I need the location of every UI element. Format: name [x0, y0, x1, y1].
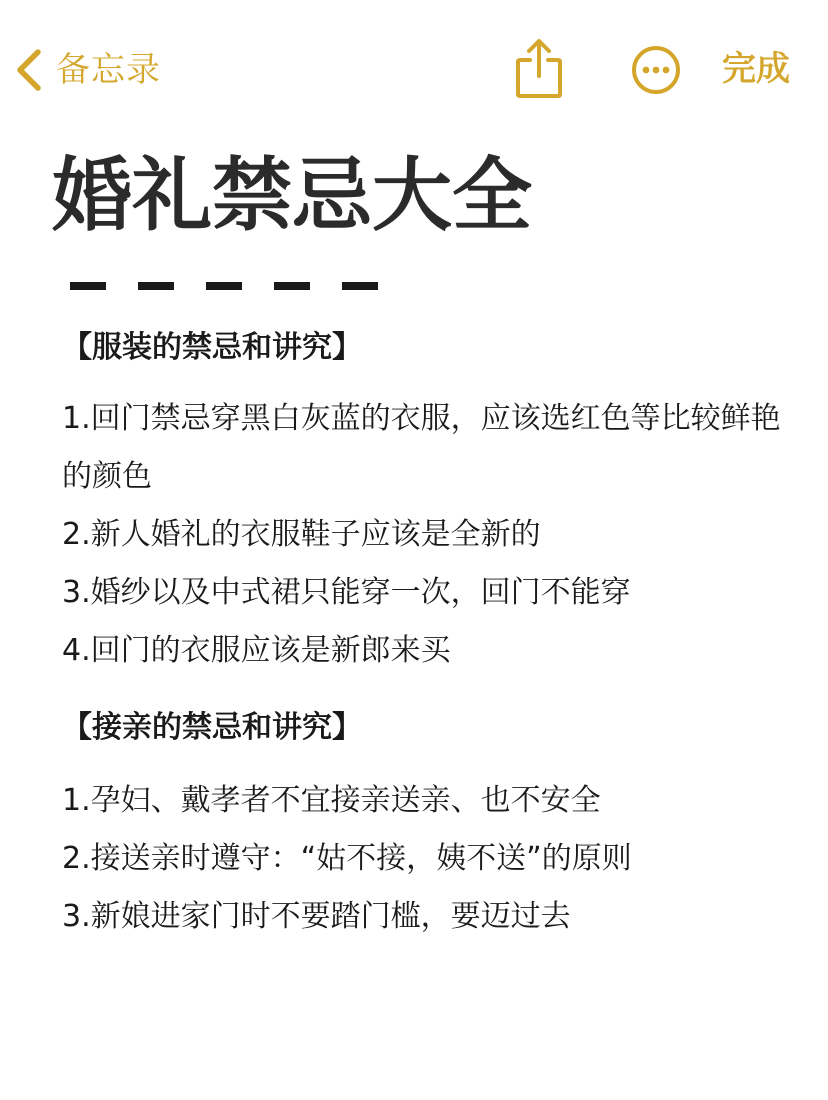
note-body[interactable] [62, 318, 802, 946]
more-button[interactable] [630, 44, 682, 96]
back-label: 备忘录 [56, 50, 161, 90]
divider-dash [70, 282, 106, 290]
chevron-left-icon [14, 48, 44, 92]
list-item: 1.回门禁忌穿黑白灰蓝的衣服，应该选红色等比较鲜艳的颜色 [62, 401, 781, 494]
section-list [62, 390, 802, 680]
done-button[interactable]: 完成 [722, 49, 790, 89]
list-item: 4.回门的衣服应该是新郎来买 [62, 633, 451, 668]
list-item: 3.新娘进家门时不要踏门槛，要迈过去 [62, 899, 571, 934]
list-item: 2.接送亲时遵守：“姑不接，姨不送”的原则 [62, 841, 632, 876]
section-pickup [62, 698, 802, 946]
share-button[interactable] [512, 38, 566, 100]
list-item: 3.婚纱以及中式裙只能穿一次，回门不能穿 [62, 575, 631, 610]
navigation-bar [0, 0, 828, 140]
section-heading: 【服装的禁忌和讲究】 [62, 330, 362, 365]
dashed-divider [70, 282, 380, 290]
divider-dash [138, 282, 174, 290]
more-icon [630, 44, 682, 96]
divider-dash [342, 282, 378, 290]
section-heading: 【接亲的禁忌和讲究】 [62, 710, 362, 745]
section-clothing [62, 318, 802, 680]
back-button[interactable] [14, 40, 161, 100]
divider-dash [274, 282, 310, 290]
note-title: 婚礼禁忌大全 [52, 149, 532, 242]
list-item: 2.新人婚礼的衣服鞋子应该是全新的 [62, 517, 541, 552]
share-icon [512, 38, 566, 100]
divider-dash [206, 282, 242, 290]
list-item: 1.孕妇、戴孝者不宜接亲送亲、也不安全 [62, 783, 601, 818]
section-list [62, 772, 802, 946]
